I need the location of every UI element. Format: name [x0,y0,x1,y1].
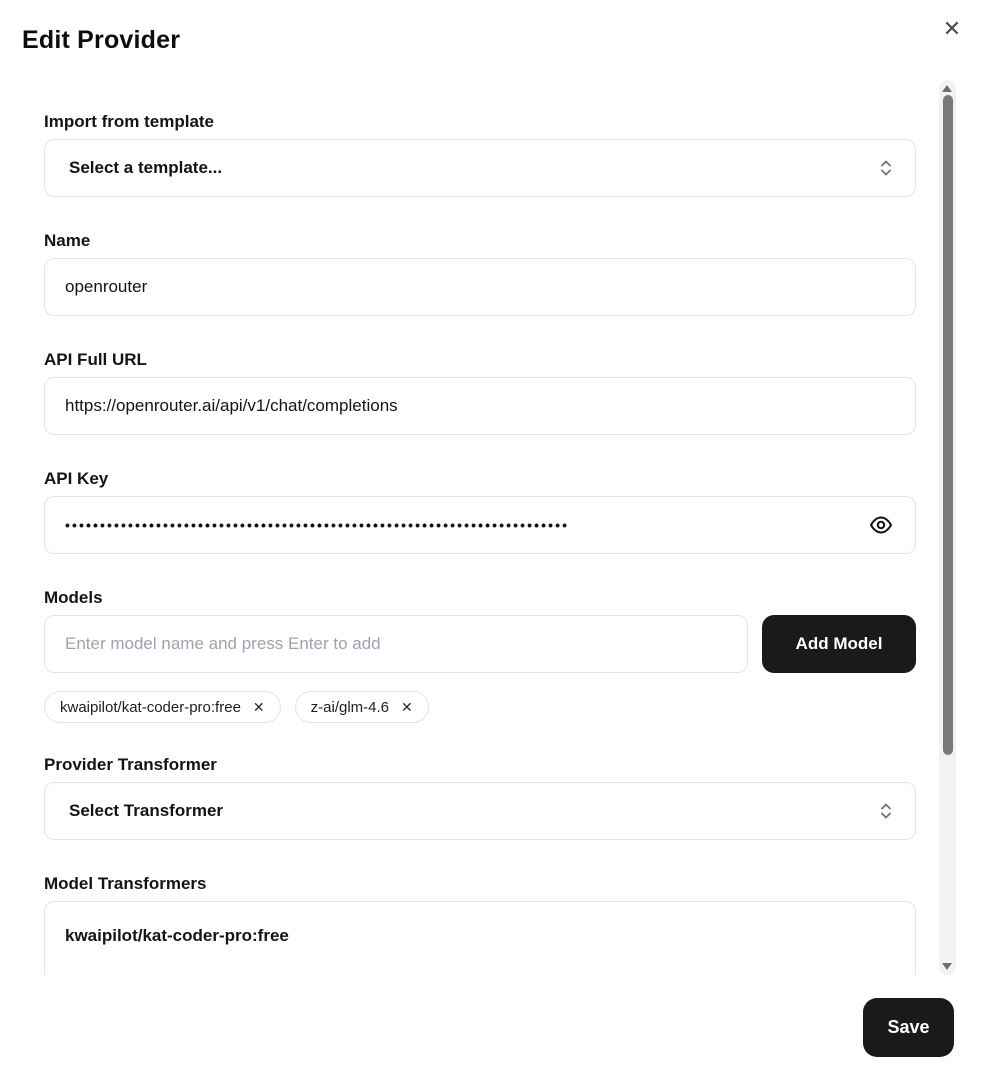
name-label: Name [44,231,91,250]
vertical-scrollbar [939,80,956,975]
close-icon: ✕ [942,16,962,41]
field-models [44,588,916,673]
page-title: Edit Provider [22,26,181,54]
field-model-transformers [44,874,916,975]
scrollbar-arrow-up-icon[interactable] [942,85,952,92]
template-select-value: Select a template... [69,158,223,177]
reveal-api-key-button[interactable] [865,509,897,541]
close-icon: ✕ [252,699,265,715]
close-icon: ✕ [401,699,413,715]
model-chips-row [44,691,916,723]
dialog-scroll-area [44,80,916,975]
api-url-input[interactable] [44,377,916,435]
provider-transformer-select-value: Select Transformer [69,801,224,820]
scrollbar-arrow-down-icon[interactable] [942,963,952,970]
remove-model-button[interactable] [401,700,413,714]
model-transformer-item-label: kwaipilot/kat-coder-pro:free [65,926,289,945]
model-transformers-panel[interactable] [44,901,916,975]
field-name [44,231,916,316]
model-chip [295,691,429,723]
model-chip-label: kwaipilot/kat-coder-pro:free [60,698,241,716]
eye-icon [869,513,893,537]
save-button[interactable]: Save [863,998,954,1057]
name-input[interactable] [44,258,916,316]
api-key-input[interactable] [44,496,916,554]
field-api-key [44,469,916,554]
api-url-label: API Full URL [44,350,147,369]
models-label: Models [44,588,103,607]
model-transformers-label: Model Transformers [44,874,207,893]
provider-transformer-select[interactable] [44,782,916,840]
scrollbar-thumb[interactable] [943,95,953,755]
model-name-input[interactable] [44,615,748,673]
template-select[interactable] [44,139,916,197]
remove-model-button[interactable] [253,700,265,714]
field-import-template [44,112,916,197]
model-chip [44,691,281,723]
close-button[interactable] [938,15,966,43]
model-chip-label: z-ai/glm-4.6 [310,698,390,716]
chevron-up-down-icon [879,801,893,821]
field-provider-transformer [44,755,916,840]
import-template-label: Import from template [44,112,215,131]
api-key-masked-value: •••••••••••••••••••••••••••••••••••••••••••••••••••••••••••••••••••••••• [65,517,570,533]
add-model-button[interactable]: Add Model [762,615,916,673]
field-api-url [44,350,916,435]
provider-transformer-label: Provider Transformer [44,755,217,774]
chevron-up-down-icon [879,158,893,178]
api-key-label: API Key [44,469,109,488]
